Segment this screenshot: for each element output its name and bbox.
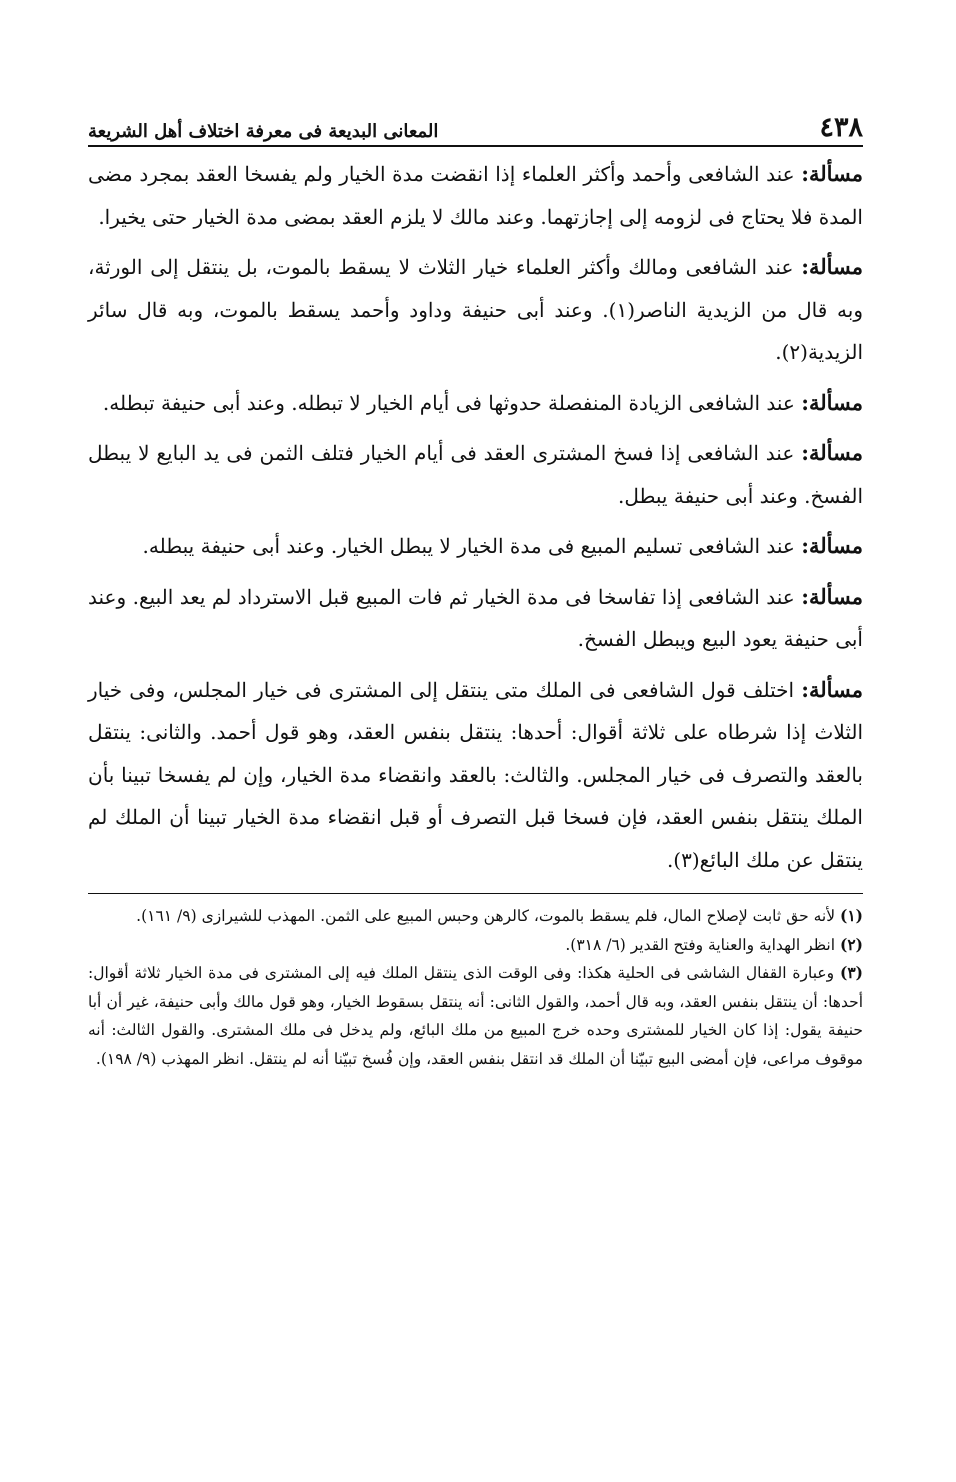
footnote-text: لأنه حق ثابت لإصلاح المال، فلم يسقط بالموت، كالرهن وحبس المبيع على الثمن. المهذب للشيرازى (٩/ ١٦١). xyxy=(136,907,840,925)
issue-paragraph xyxy=(88,153,863,238)
issue-label: مسألة: xyxy=(801,533,863,558)
footnote-text: وعبارة القفال الشاشى فى الحلية هكذا: وفى الوقت الذى ينتقل الملك فيه إلى المشترى فى مدة الخيار ثلاثة أقوال: أحدها: أن ينتقل بنفس العقد، وبه قال أحمد، والقول الثانى: أنه ينتقل بسقوط الخيار، وهو قول مالك وأبى حنيفة، غير أن أبا حنيفة يقول: إذا كان الخيار للمشترى وحده خرج المبيع من ملك البائع، ولم يدخل فى ملك المشترى. والقول الثالث: أنه موقوف مراعى، فإن أمضى البيع تبيّنا أن الملك قد انتقل بنفس العقد، وإن فُسخ تبيّنا أنه لم ينتقل. انظر المهذب (٩/ ١٩٨). xyxy=(88,964,863,1068)
footnote-number: (٣) xyxy=(839,963,863,982)
issue-text: عند الشافعى الزيادة المنفصلة حدوثها فى أيام الخيار لا تبطله. وعند أبى حنيفة تبطله. xyxy=(102,390,802,415)
page-number: ٤٣٨ xyxy=(819,112,863,143)
footnote xyxy=(88,931,863,960)
footnote xyxy=(88,902,863,931)
issue-text: عند الشافعى إذا فسخ المشترى العقد فى أيام الخيار فتلف الثمن فى يد البايع لا يبطل الفسخ. وعند أبى حنيفة يبطل. xyxy=(88,441,863,508)
issue-text: اختلف قول الشافعى فى الملك متى ينتقل إلى المشترى فى خيار المجلس، وفى خيار الثلاث إذا شرطاه على ثلاثة أقوال: أحدها: ينتقل بنفس العقد، وهو قول أحمد. والثانى: ينتقل بالعقد والتصرف فى خيار المجلس. والثالث: بالعقد وانقضاء مدة الخيار، وإن لم يفسخا تبينا بأن الملك ينتقل بنفس العقد، فإن فسخا قبل التصرف أو قبل انقضاء مدة الخيار تبينا أن الملك لم ينتقل عن ملك البائع(٣). xyxy=(88,677,863,872)
footnotes xyxy=(88,893,863,1073)
issue-label: مسألة: xyxy=(801,389,863,415)
footnote-text: انظر الهداية والعناية وفتح القدير (٦/ ٣١٨). xyxy=(565,935,840,954)
issue-text: عند الشافعى تسليم المبيع فى مدة الخيار لا يبطل الخيار. وعند أبى حنيفة يبطله. xyxy=(142,534,802,558)
issue-text: عند الشافعى وأحمد وأكثر العلماء إذا انقضت مدة الخيار ولم يفسخا العقد بمجرد مضى المدة فلا يحتاج فى لزومه إلى إجازتهما. وعند مالك لا يلزم العقد بمضى مدة الخيار حتى يخيرا. xyxy=(88,162,863,229)
footnote-number: (١) xyxy=(839,906,863,925)
issue-label: مسألة: xyxy=(801,254,863,279)
issue-label: مسألة: xyxy=(801,583,863,609)
issue-paragraph xyxy=(88,382,863,425)
issue-text: عند الشافعى ومالك وأكثر العلماء خيار الثلاث لا يسقط بالموت، بل ينتقل إلى الورثة، وبه قال من الزيدية الناصر(١). وعند أبى حنيفة وداود وأحمد يسقط بالموت، وبه قال سائر الزيدية(٢). xyxy=(88,255,864,364)
issue-paragraph xyxy=(88,669,863,882)
issue-label: مسألة: xyxy=(801,676,863,702)
issue-paragraph xyxy=(88,432,863,517)
footnote xyxy=(88,959,863,1073)
issue-label: مسألة: xyxy=(801,440,863,465)
issue-paragraph xyxy=(88,576,863,661)
issue-paragraph xyxy=(88,525,863,568)
footnote-number: (٢) xyxy=(839,934,863,954)
issue-label: مسألة: xyxy=(801,161,863,186)
issue-text: عند الشافعى إذا تفاسخا فى مدة الخيار ثم فات المبيع قبل الاسترداد لم يعد البيع. وعند أبى حنيفة يعود البيع ويبطل الفسخ. xyxy=(88,584,863,651)
main-text xyxy=(88,153,863,881)
running-title: المعانى البديعة فى معرفة اختلاف أهل الشريعة xyxy=(88,121,439,142)
issue-paragraph xyxy=(88,246,863,374)
document-page xyxy=(88,95,863,1395)
page-header xyxy=(88,95,863,147)
